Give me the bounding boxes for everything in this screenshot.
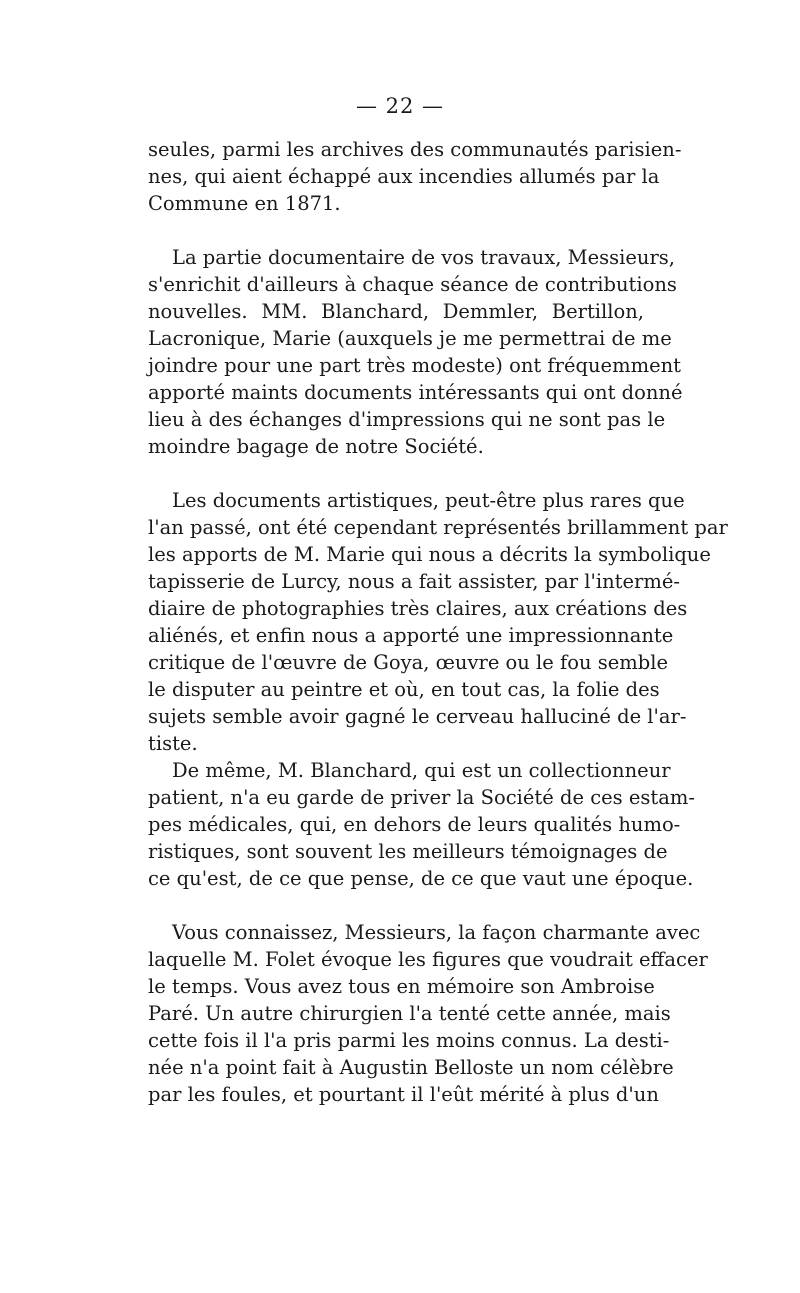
text-line: La partie documentaire de vos travaux, Messieurs,: [172, 246, 676, 269]
text-line: le disputer au peintre et où, en tout cas, la folie des: [148, 678, 660, 701]
text-line: Les documents artistiques, peut-être plus rares que: [172, 489, 685, 512]
text-line: par les foules, et pourtant il l'eût mérité à plus d'un: [148, 1083, 659, 1106]
paragraph-spacer: [148, 460, 644, 487]
text-line: pes médicales, qui, en dehors de leurs qualités humo-: [148, 813, 681, 836]
text-line: patient, n'a eu garde de priver la Société de ces estam-: [148, 786, 695, 809]
text-line: Commune en 1871.: [148, 192, 341, 215]
text-line: tiste.: [148, 732, 198, 755]
text-line: sujets semble avoir gagné le cerveau halluciné de l'ar-: [148, 705, 687, 728]
text-line: tapisserie de Lurcy, nous a fait assister, par l'intermé-: [148, 570, 681, 593]
text-line: diaire de photographies très claires, aux créations des: [148, 597, 688, 620]
text-line: joindre pour une part très modeste) ont fréquemment: [148, 354, 682, 377]
text-line: ristiques, sont souvent les meilleurs témoignages de: [148, 840, 668, 863]
page-number: — 22 —: [355, 94, 445, 118]
paragraph-3: [148, 487, 728, 757]
text-line: les apports de M. Marie qui nous a décrits la symbolique: [148, 543, 711, 566]
text-line: moindre bagage de notre Société.: [148, 435, 484, 458]
paragraph-2: [148, 244, 683, 460]
text-line: l'an passé, ont été cependant représentés brillamment par: [148, 516, 728, 539]
text-line: De même, M. Blanchard, qui est un collectionneur: [172, 759, 671, 782]
text-line: aliénés, et enfin nous a apporté une impressionnante: [148, 624, 674, 647]
text-line: Lacronique, Marie (auxquels je me permettrai de me: [148, 327, 672, 350]
text-line: seules, parmi les archives des communautés parisien-: [148, 138, 682, 161]
body-text: [148, 136, 728, 1108]
text-line: nes, qui aient échappé aux incendies allumés par la: [148, 165, 660, 188]
paragraph-4: [148, 757, 695, 892]
text-line: Paré. Un autre chirurgien l'a tenté cette année, mais: [148, 1002, 671, 1025]
paragraph-spacer: [148, 892, 644, 919]
paragraph-5: [148, 919, 708, 1108]
text-line: nouvelles. MM. Blanchard, Demmler, Bertillon,: [148, 300, 644, 323]
paragraph-spacer: [148, 217, 644, 244]
text-line: née n'a point fait à Augustin Belloste un nom célèbre: [148, 1056, 674, 1079]
text-line: apporté maints documents intéressants qui ont donné: [148, 381, 683, 404]
text-line: Vous connaissez, Messieurs, la façon charmante avec: [172, 921, 701, 944]
text-line: cette fois il l'a pris parmi les moins connus. La desti-: [148, 1029, 670, 1052]
text-line: laquelle M. Folet évoque les figures que voudrait effacer: [148, 948, 708, 971]
text-line: s'enrichit d'ailleurs à chaque séance de contributions: [148, 273, 677, 296]
text-line: ce qu'est, de ce que pense, de ce que vaut une époque.: [148, 867, 694, 890]
text-line: le temps. Vous avez tous en mémoire son Ambroise: [148, 975, 655, 998]
text-line: lieu à des échanges d'impressions qui ne sont pas le: [148, 408, 666, 431]
text-line: critique de l'œuvre de Goya, œuvre ou le fou semble: [148, 651, 669, 674]
paragraph-1: [148, 136, 682, 217]
